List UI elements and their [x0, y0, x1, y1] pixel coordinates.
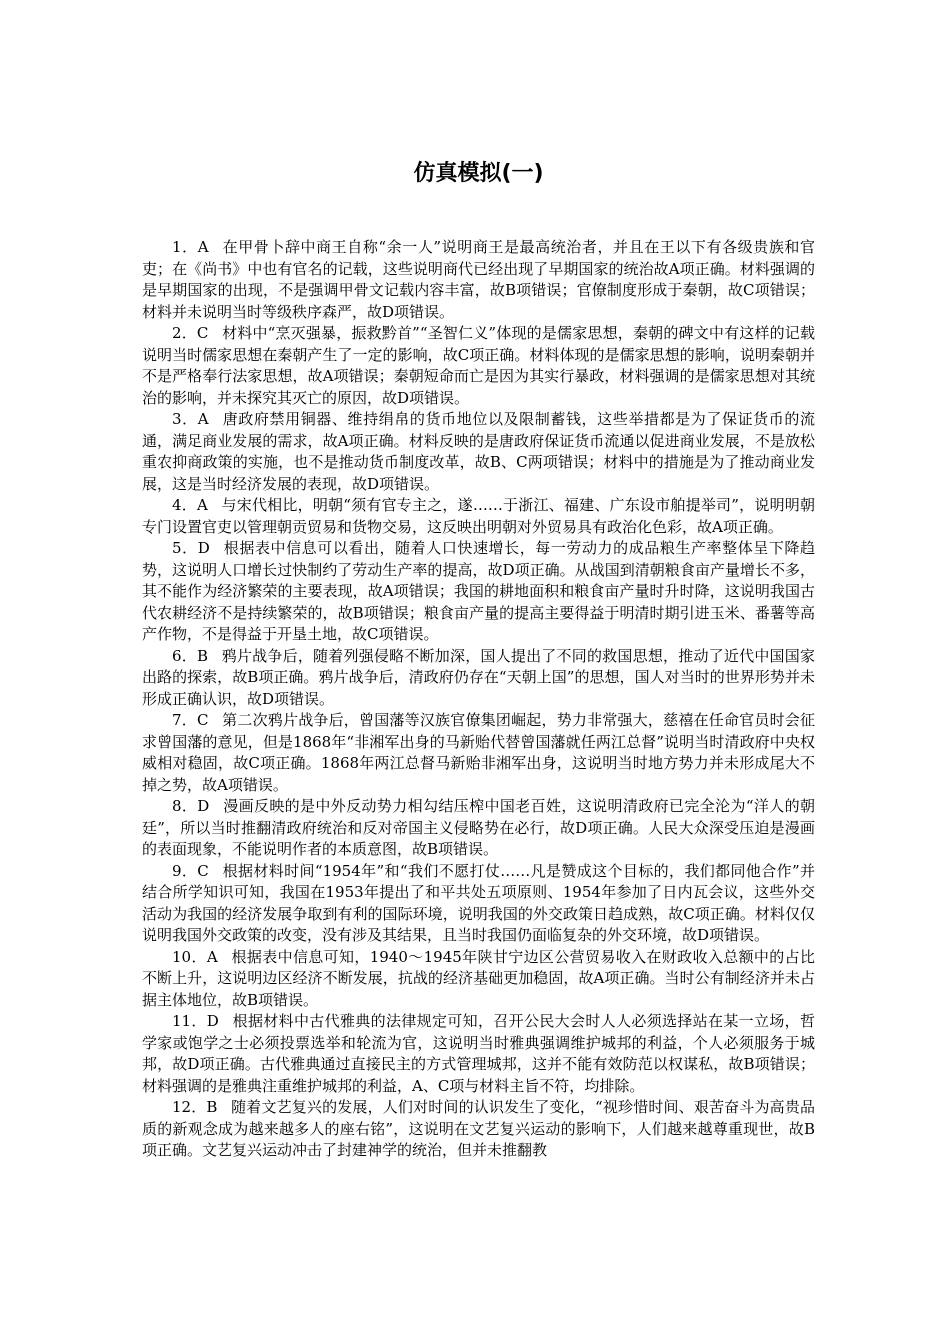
- answer-number: 7．: [172, 711, 197, 729]
- answer-item: [142, 237, 815, 323]
- answer-explanation: 唐政府禁用铜器、维持绢帛的货币地位以及限制蓄钱，这些举措都是为了保证货币的流通，满足商业发展的需求，故A项正确。材料反映的是唐政府保证货币流通以促进商业发展，不是放松重农抑商政策的实施，也不是推动货币制度改革，故B、C两项错误；材料中的措施是为了推动商业发展，这是当时经济发展的表现，故D项错误。: [142, 410, 815, 493]
- answer-explanation: 随着文艺复兴的发展，人们对时间的认识发生了变化，“视珍惜时间、艰苦奋斗为高贵品质的新观念成为越来越多人的座右铭”，这说明在文艺复兴运动的影响下，人们越来越尊重现世，故B项正确。文艺复兴运动冲击了封建神学的统治，但并未推翻教: [142, 1098, 815, 1159]
- answer-item: [142, 495, 815, 538]
- answer-item: [142, 947, 815, 1012]
- answer-number: 11．: [172, 1012, 207, 1030]
- answer-explanation: 根据表中信息可知，1940～1945年陕甘宁边区公营贸易收入在财政收入总额中的占比不断上升，这说明边区经济不断发展，抗战的经济基础更加稳固，故A项正确。当时公有制经济并未占据主体地位，故B项错误。: [142, 947, 815, 1009]
- answer-item: [142, 796, 815, 861]
- answer-number: 6．: [172, 646, 197, 665]
- answer-option: A: [196, 496, 208, 514]
- answer-option: A: [206, 947, 218, 966]
- answer-number: 4．: [172, 496, 197, 514]
- answer-explanation: 与宋代相比，明朝“须有官专主之，遂……于浙江、福建、广东设市舶提举司”，说明明朝专门设置官吏以管理朝贡贸易和货物交易，这反映出明朝对外贸易具有政治化色彩，故A项正确。: [142, 496, 816, 536]
- answer-number: 3．: [172, 410, 198, 428]
- answer-explanation: 漫画反映的是中外反动势力相勾结压榨中国老百姓，这说明清政府已完全沦为“洋人的朝廷”，所以当时推翻清政府统治和反对帝国主义侵略势在必行，故D项正确。人民大众深受压迫是漫画的表面现象，不能说明作者的本质意图，故B项错误。: [142, 797, 815, 858]
- answer-item: [142, 861, 815, 947]
- page-title: 仿真模拟(一): [413, 161, 544, 186]
- answer-explanation: 根据表中信息可以看出，随着人口快速增长，每一劳动力的成品粮生产率整体呈下降趋势，这说明人口增长过快制约了劳动生产率的提高，故D项正确。从战国到清朝粮食亩产量增长不多，其不能作为经济繁荣的主要表现，故A项错误；我国的耕地面积和粮食亩产量时升时降，这说明我国古代农耕经济不是持续繁荣的，故B项错误；粮食亩产量的提高主要得益于明清时期引进玉米、番薯等高产作物，不是得益于开垦土地，故C项错误。: [142, 539, 815, 643]
- answer-explanation: 材料中“烹灭强暴，振救黔首”“圣智仁义”体现的是儒家思想，秦朝的碑文中有这样的记载说明当时儒家思想在秦朝产生了一定的影响，故C项正确。材料体现的是儒家思想的影响，说明秦朝并不是严格奉行法家思想，故A项错误；秦朝短命而亡是因为其实行暴政，材料强调的是儒家思想对其统治的影响，并未探究其灭亡的原因，故D项错误。: [142, 324, 815, 407]
- answer-option: A: [197, 410, 209, 428]
- answer-item: [142, 409, 815, 495]
- answer-item: [142, 323, 815, 409]
- answer-option: C: [196, 324, 209, 342]
- answer-explanation: 鸦片战争后，随着列强侵略不断加深，国人提出了不同的救国思想，推动了近代中国国家出路的探索，故B项正确。鸦片战争后，清政府仍存在“天朝上国”的思想，国人对当时的世界形势并未形成正确认识，故D项错误。: [142, 646, 815, 708]
- answer-option: B: [196, 646, 209, 665]
- answer-number: 12．: [172, 1098, 207, 1116]
- answer-option: D: [206, 1012, 219, 1030]
- answer-option: D: [197, 539, 210, 557]
- answer-item: [142, 646, 815, 711]
- answer-number: 8．: [172, 797, 198, 815]
- answer-option: D: [197, 797, 210, 815]
- answer-number: 9．: [172, 861, 198, 880]
- answer-option: A: [197, 238, 209, 256]
- answer-explanation: 根据材料中古代雅典的法律规定可知，召开公民大会时人人必须选择站在某一立场，哲学家或饱学之士必须投票选举和轮流为官，这说明当时雅典强调维护城邦的利益，个人必须服务于城邦，故D项正确。古代雅典通过直接民主的方式管理城邦，这并不能有效防范以权谋私，故B项错误；材料强调的是雅典注重维护城邦的利益，A、C项与材料主旨不符，均排除。: [142, 1012, 815, 1095]
- answer-item: [142, 1011, 815, 1097]
- answer-number: 2．: [172, 324, 197, 342]
- answer-item: [142, 538, 815, 646]
- answer-item: [142, 1097, 815, 1162]
- answer-number: 1．: [172, 238, 198, 256]
- answer-option: C: [196, 711, 209, 729]
- answer-number: 5．: [172, 539, 198, 557]
- answer-number: 10．: [172, 947, 207, 966]
- answer-explanation: 根据材料时间“1954年”和“我们不愿打仗……凡是赞成这个目标的，我们都同他合作”并结合所学知识可知，我国在1953年提出了和平共处五项原则、1954年参加了日内瓦会议，这些外交活动为我国的经济发展争取到有利的国际环境，说明我国的外交政策日趋成熟，故C项正确。材料仅仅说明我国外交政策的改变，没有涉及其结果，且当时我国仍面临复杂的外交环境，故D项错误。: [142, 861, 815, 944]
- answer-list: [142, 237, 815, 1162]
- answer-explanation: 第二次鸦片战争后，曾国藩等汉族官僚集团崛起，势力非常强大，慈禧在任命官员时会征求曾国藩的意见，但是1868年“非湘军出身的马新贻代替曾国藩就任两江总督”说明当时清政府中央权威相对稳固，故C项正确。1868年两江总督马新贻非湘军出身，这说明当时地方势力并未形成尾大不掉之势，故A项错误。: [142, 711, 815, 794]
- answer-option: B: [206, 1098, 218, 1116]
- answer-option: C: [197, 861, 209, 880]
- answer-item: [142, 710, 815, 796]
- answer-explanation: 在甲骨卜辞中商王自称“余一人”说明商王是最高统治者，并且在王以下有各级贵族和官吏；在《尚书》中也有官名的记载，这些说明商代已经出现了早期国家的统治故A项正确。材料强调的是早期国家的出现，不是强调甲骨文记载内容丰富，故B项错误；官僚制度形成于秦朝，故C项错误；材料并未说明当时等级秩序森严，故D项错误。: [142, 238, 815, 321]
